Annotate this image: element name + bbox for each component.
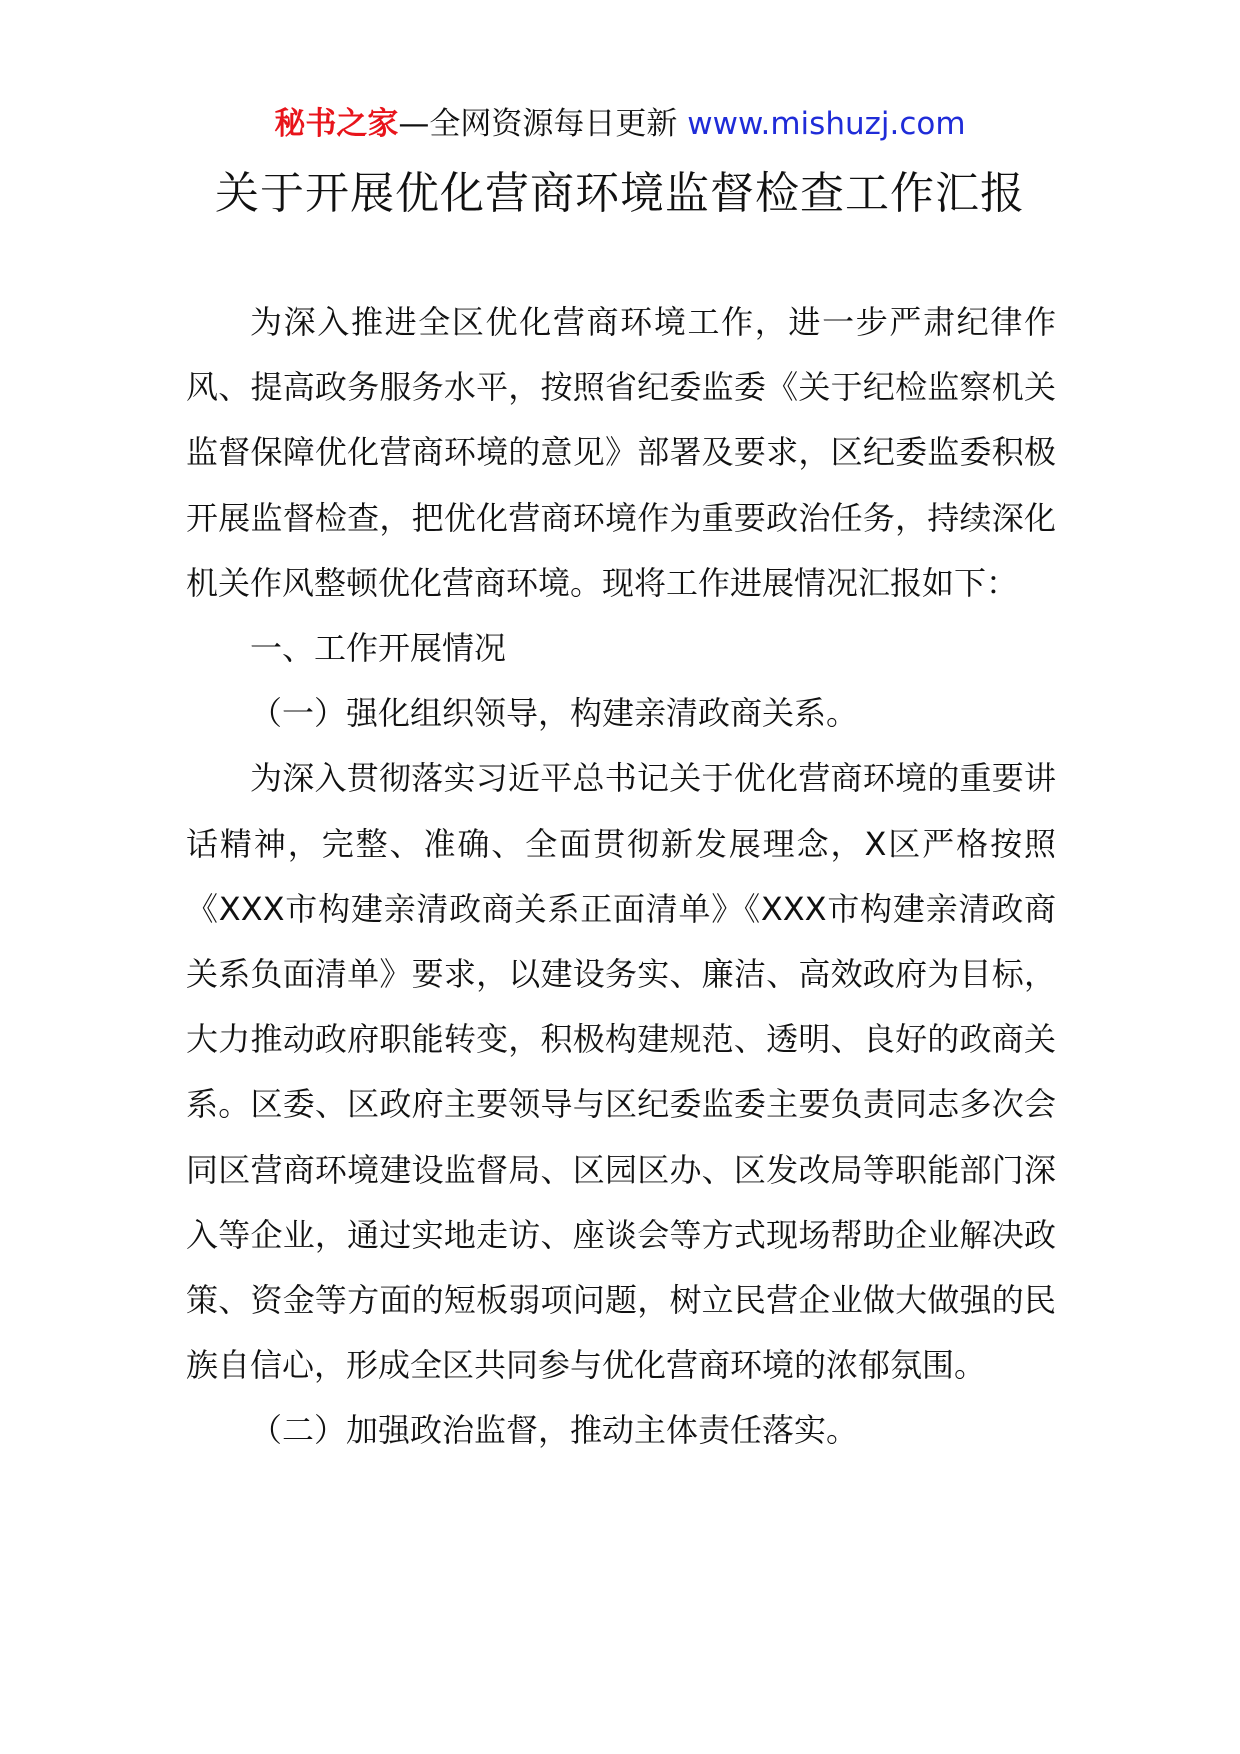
section-heading: 一、工作开展情况 (250, 629, 507, 668)
site-header (0, 104, 1240, 144)
body-paragraph: 为深入贯彻落实习近平总书记关于优化营商环境的重要讲话精神，完整、准确、全面贯彻新发展理念，X区严格按照《XXX市构建亲清政商关系正面清单》《XXX市构建亲清政商关系负面清单》要求，以建设务实、廉洁、高效政府为目标，大力推动政府职能转变，积极构建规范、透明、良好的政商关系。区委、区政府主要领导与区纪委监委主要负责同志多次会同区营商环境建设监督局、区园区办、区发改局等职能部门深入等企业，通过实地走访、座谈会等方式现场帮助企业解决政策、资金等方面的短板弱项问题，树立民营企业做大做强的民族自信心，形成全区共同参与优化营商环境的浓郁氛围。 (186, 759, 1056, 1385)
subsection-heading: （一）强化组织领导，构建亲清政商关系。 (250, 694, 859, 733)
document-title: 关于开展优化营商环境监督检查工作汇报 (215, 168, 1025, 219)
header-tagline: —全网资源每日更新 (398, 106, 678, 142)
site-url-link[interactable]: www.mishuzj.com (687, 106, 966, 142)
document-body (186, 290, 1056, 1464)
brand-name: 秘书之家 (274, 106, 399, 142)
intro-paragraph: 为深入推进全区优化营商环境工作，进一步严肃纪律作风、提高政务服务水平，按照省纪委监委《关于纪检监察机关监督保障优化营商环境的意见》部署及要求，区纪委监委积极开展监督检查，把优化营商环境作为重要政治任务，持续深化机关作风整顿优化营商环境。现将工作进展情况汇报如下： (186, 303, 1056, 602)
subsection-heading: （二）加强政治监督，推动主体责任落实。 (250, 1411, 859, 1450)
